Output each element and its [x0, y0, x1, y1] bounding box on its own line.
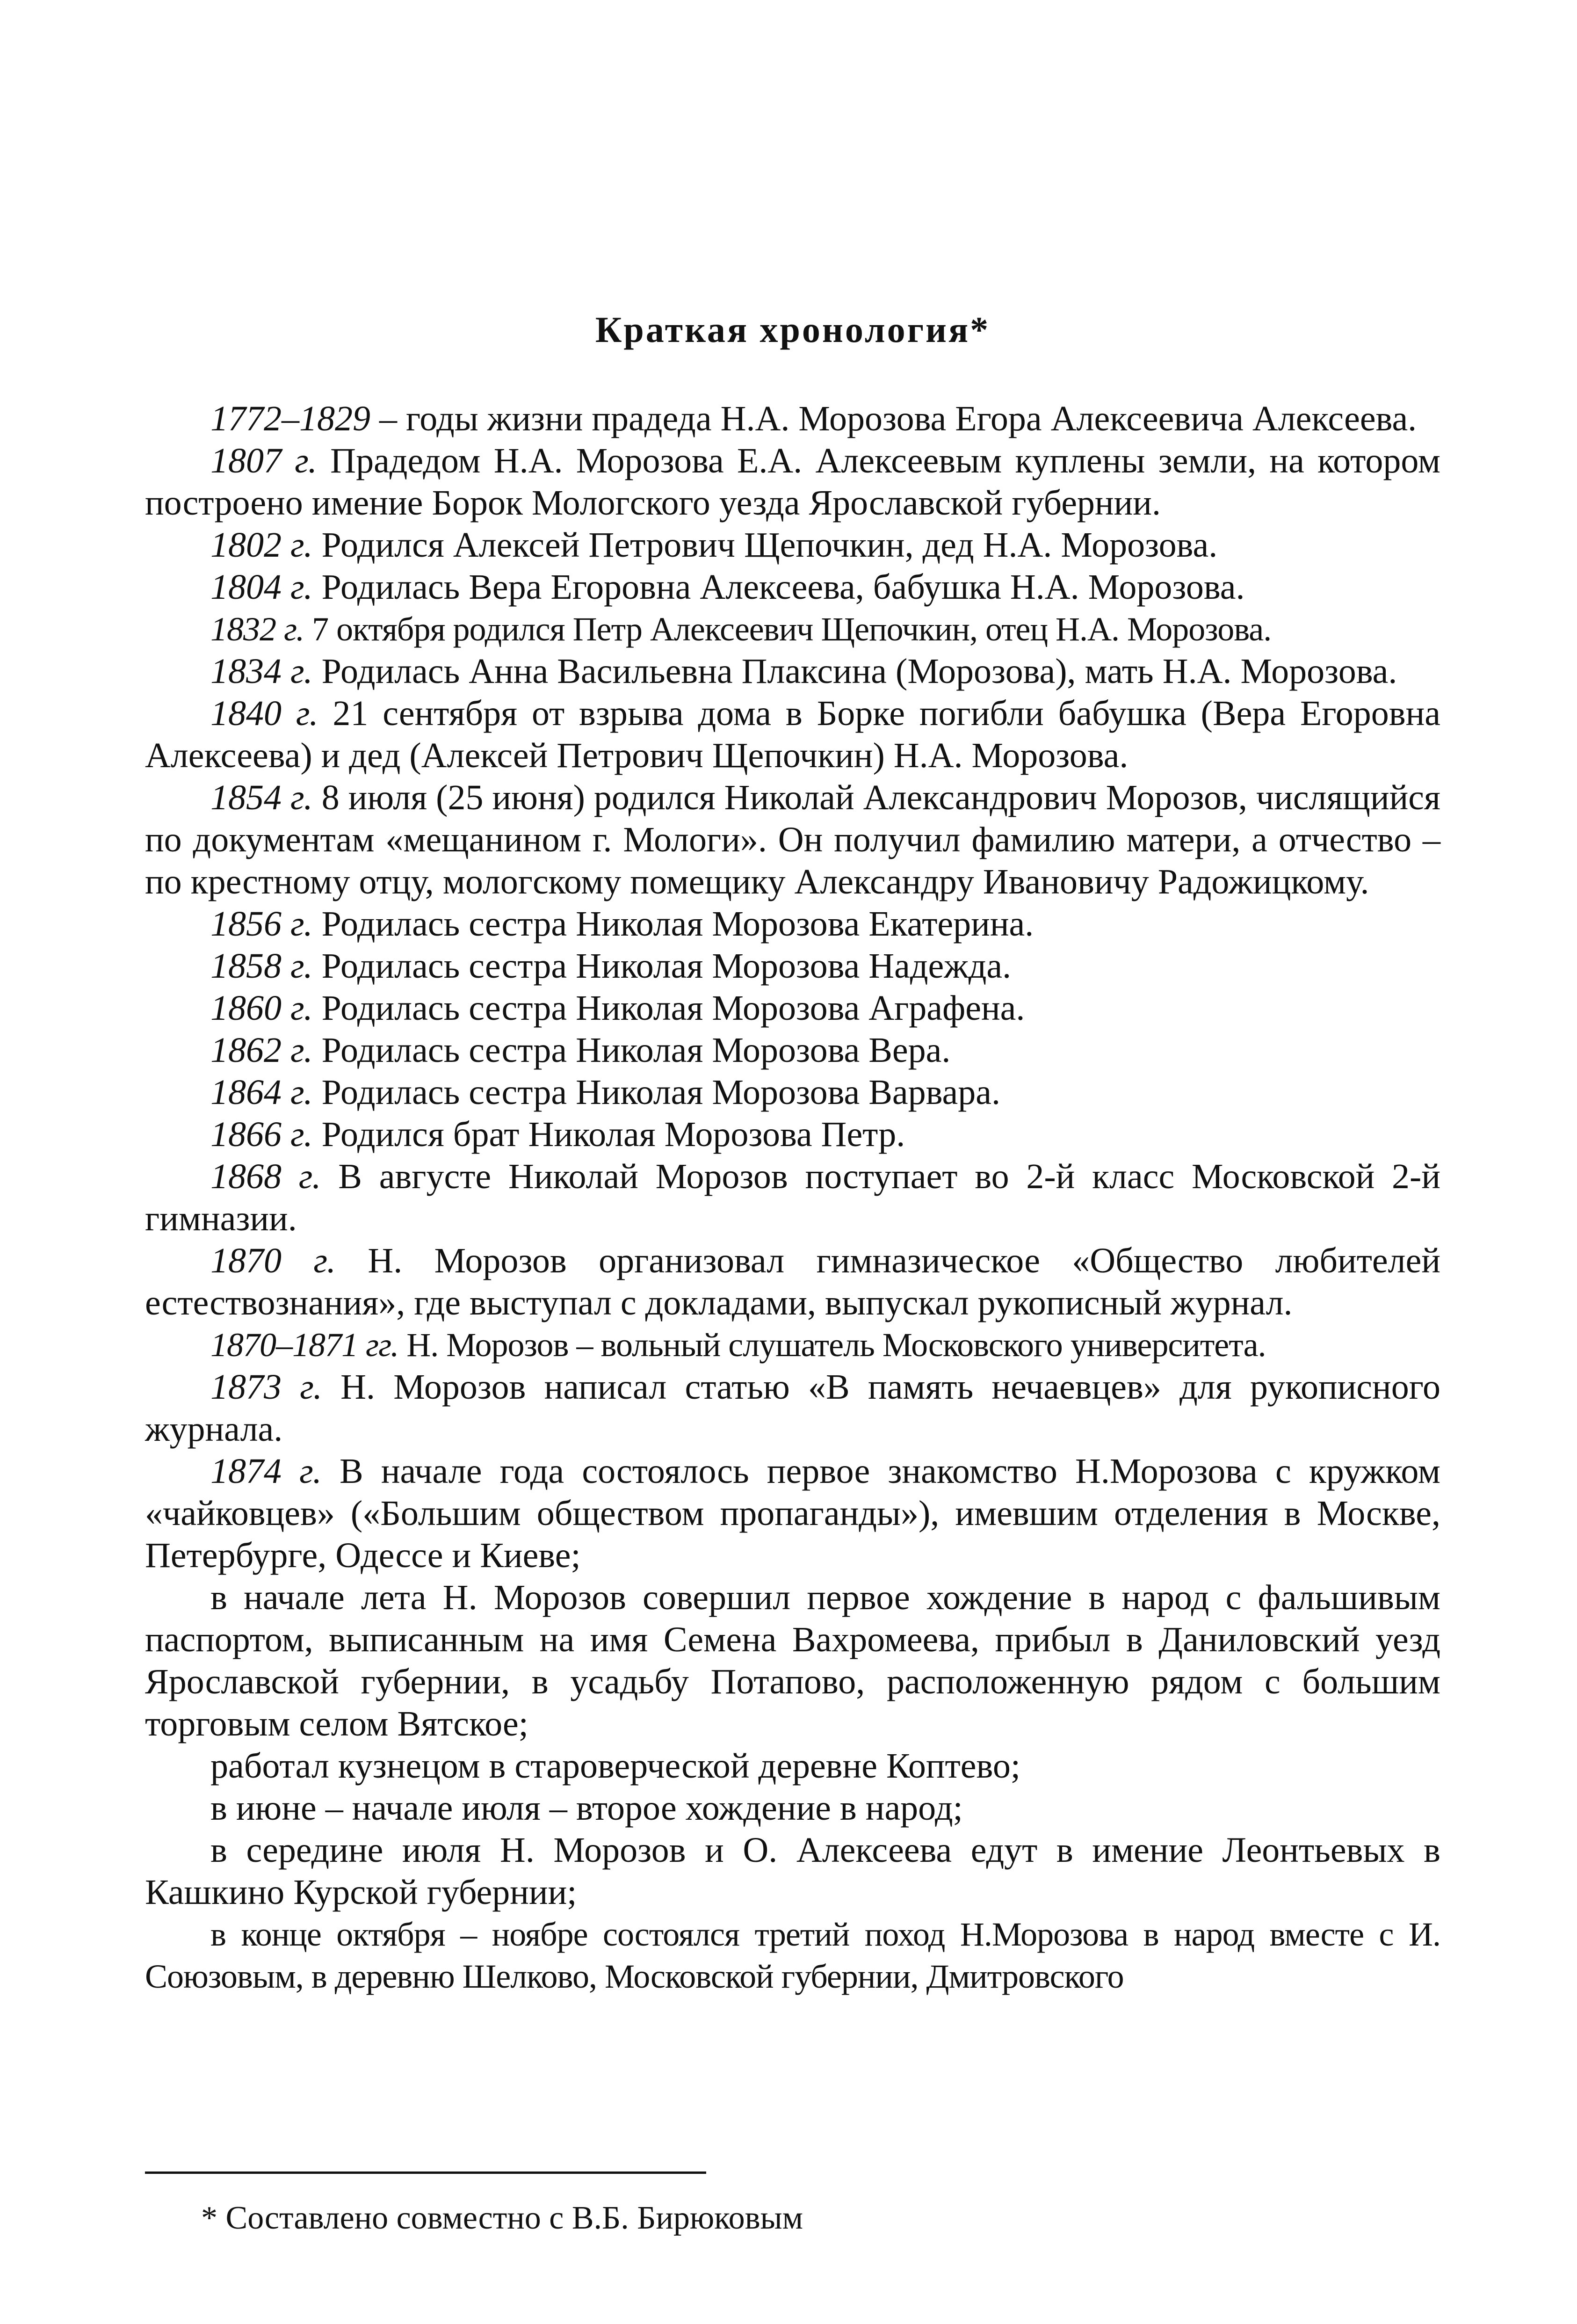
chronology-entry: [145, 566, 1440, 608]
entry-date: 1807 г.: [210, 441, 317, 480]
entry-date: 1854 г.: [210, 778, 313, 817]
entry-date: 1870 г.: [210, 1241, 336, 1280]
entry-text: Родилась сестра Николая Морозова Екатерина.: [312, 904, 1034, 944]
entry-date: 1870–1871 гг.: [210, 1326, 399, 1364]
entry-date: 1802 г.: [210, 525, 313, 565]
entry-date: 1772–1829: [210, 399, 370, 438]
entry-date: 1832 г.: [210, 610, 304, 648]
entry-text: 8 июля (25 июня) родился Николай Александрович Морозов, числящийся по документам «мещанином г. Мологи». Он получил фамилию матери, а отчество – по крестному отцу, мологскому помещику Александру Ивановичу Радожицкому.: [145, 778, 1440, 901]
chronology-continuation: работал кузнецом в староверческой деревне Коптево;: [210, 1746, 1020, 1786]
entry-text: Прадедом Н.А. Морозова Е.А. Алексеевым куплены земли, на котором построено имение Борок Мологского уезда Ярославской губернии.: [145, 441, 1440, 523]
entry-date: 1868 г.: [210, 1157, 321, 1196]
entry-text: Родилась сестра Николая Морозова Надежда.: [312, 946, 1012, 986]
chronology-entry: [145, 987, 1440, 1029]
chronology-continuation: в июне – начале июля – второе хождение в народ;: [210, 1788, 963, 1828]
entry-text: Н. Морозов написал статью «В память нечаевцев» для рукописного журнала.: [145, 1367, 1440, 1449]
chronology-entry: [145, 945, 1440, 987]
document-page: [145, 309, 1440, 1997]
entry-date: 1858 г.: [210, 946, 313, 986]
footnote: * Составлено совместно с В.Б. Бирюковым: [201, 2200, 803, 2236]
chronology-entry: [145, 524, 1440, 566]
chronology-entry: [145, 1366, 1440, 1450]
entry-date: 1874 г.: [210, 1452, 322, 1491]
chronology-continuation: в середине июля Н. Морозов и О. Алексеева едут в имение Леонтьевых в Кашкино Курской губернии;: [145, 1830, 1440, 1912]
entry-text: Н. Морозов – вольный слушатель Московского университета.: [398, 1326, 1266, 1364]
entry-text: В августе Николай Морозов поступает во 2-й класс Московской 2-й гимназии.: [145, 1157, 1440, 1238]
chronology-entry: [145, 1240, 1440, 1324]
chronology-entry: [145, 1029, 1440, 1071]
chronology-continuation: в конце октября – ноябре состоялся третий поход Н.Морозова в народ вместе с И. Союзовым, в деревню Шелково, Московской губернии, Дмитровского: [145, 1916, 1440, 1995]
chronology-entry: [145, 440, 1440, 524]
chronology-entry: [145, 1324, 1440, 1366]
footnote-divider: [145, 2171, 706, 2174]
entry-text: В начале года состоялось первое знакомство Н.Морозова с кружком «чайковцев» («Большим обществом пропаганды»), имевшим отделения в Москве, Петербурге, Одессе и Киеве;: [145, 1452, 1440, 1575]
entry-date: 1856 г.: [210, 904, 313, 944]
chronology-entry: [145, 398, 1440, 440]
chronology-entry: [145, 1450, 1440, 1576]
chronology-entry: [145, 903, 1440, 945]
entry-text: Н. Морозов организовал гимназическое «Общество любителей естествознания», где выступал с докладами, выпускал рукописный журнал.: [145, 1241, 1440, 1322]
entry-date: 1864 г.: [210, 1073, 313, 1112]
chronology-list: [145, 398, 1440, 1997]
entry-text: Родилась Анна Васильевна Плаксина (Морозова), мать Н.А. Морозова.: [312, 652, 1397, 691]
entry-text: Родился Алексей Петрович Щепочкин, дед Н.А. Морозова.: [312, 525, 1218, 565]
entry-date: 1834 г.: [210, 652, 313, 691]
entry-text: – годы жизни прадеда Н.А. Морозова Егора Алексеевича Алексеева.: [370, 399, 1417, 438]
entry-text: Родилась сестра Николая Морозова Варвара.: [312, 1073, 1001, 1112]
page-title: Краткая хронология*: [595, 309, 991, 350]
entry-date: 1866 г.: [210, 1115, 313, 1154]
chronology-entry: [145, 1071, 1440, 1113]
chronology-entry: [145, 608, 1440, 650]
entry-date: 1873 г.: [210, 1367, 322, 1407]
entry-date: 1862 г.: [210, 1031, 313, 1070]
entry-text: Родилась сестра Николая Морозова Аграфена.: [312, 988, 1025, 1028]
entry-date: 1860 г.: [210, 988, 313, 1028]
entry-date: 1804 г.: [210, 567, 313, 607]
entry-text: 21 сентября от взрыва дома в Борке погибли бабушка (Вера Егоровна Алексеева) и дед (Алексей Петрович Щепочкин) Н.А. Морозова.: [145, 694, 1440, 775]
entry-text: 7 октября родился Петр Алексеевич Щепочкин, отец Н.А. Морозова.: [304, 610, 1272, 648]
entry-date: 1840 г.: [210, 694, 318, 733]
chronology-entry: [145, 777, 1440, 903]
chronology-continuation: в начале лета Н. Морозов совершил первое хождение в народ с фальшивым паспортом, выписанным на имя Семена Вахромеева, прибыл в Даниловский уезд Ярославской губернии, в усадьбу Потапово, расположенную рядом с большим торговым селом Вятское;: [145, 1578, 1440, 1743]
chronology-entry: [145, 650, 1440, 692]
entry-text: Родилась сестра Николая Морозова Вера.: [312, 1031, 951, 1070]
chronology-entry: [145, 1155, 1440, 1240]
chronology-entry: [145, 692, 1440, 777]
entry-text: Родился брат Николая Морозова Петр.: [312, 1115, 905, 1154]
entry-text: Родилась Вера Егоровна Алексеева, бабушка Н.А. Морозова.: [312, 567, 1245, 607]
chronology-entry: [145, 1113, 1440, 1155]
